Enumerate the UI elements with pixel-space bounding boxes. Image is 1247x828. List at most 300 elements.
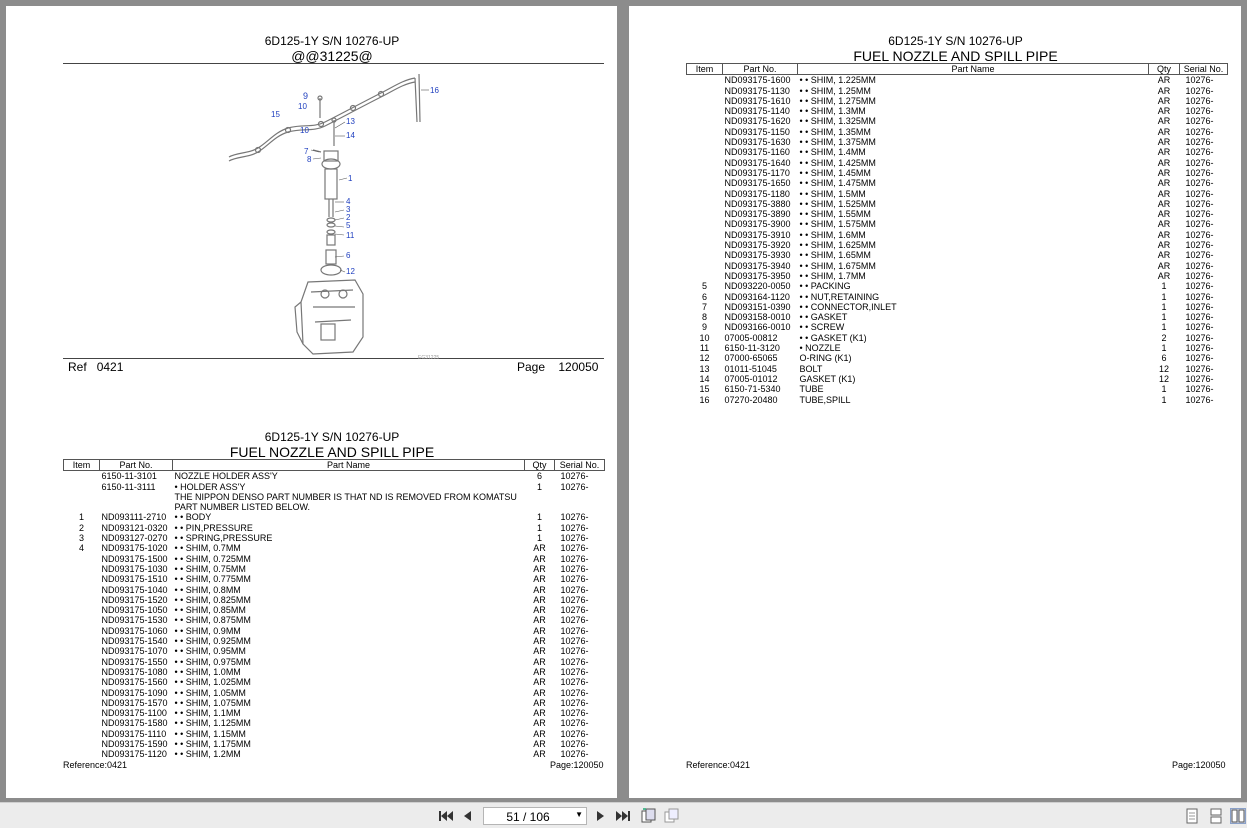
row-part-name: • • SHIM, 1.575MM bbox=[799, 219, 876, 230]
row-part-no: ND093175-1100 bbox=[101, 708, 167, 719]
row-qty: AR bbox=[533, 687, 546, 698]
table-row bbox=[687, 322, 1228, 332]
ref-block bbox=[68, 360, 123, 374]
row-serial: 10276- bbox=[560, 471, 589, 482]
row-part-no: 6150-11-3111 bbox=[101, 481, 156, 492]
row-item bbox=[64, 585, 100, 595]
table-header-row bbox=[64, 460, 605, 471]
table-row bbox=[687, 395, 1228, 405]
row-part-name: • • SHIM, 0.925MM bbox=[174, 636, 251, 647]
rotate-icon[interactable] bbox=[640, 808, 656, 824]
row-part-name: • • SHIM, 1.55MM bbox=[799, 209, 871, 220]
row-item bbox=[687, 75, 723, 86]
row-serial: 10276- bbox=[1185, 343, 1214, 354]
row-part-no: ND093175-1070 bbox=[101, 646, 168, 657]
row-serial: 10276- bbox=[1185, 322, 1214, 333]
row-qty: AR bbox=[533, 749, 546, 760]
table-row bbox=[64, 718, 605, 728]
row-part-no: 6150-11-3101 bbox=[101, 471, 157, 482]
row-serial: 10276- bbox=[560, 553, 589, 564]
table-row bbox=[687, 178, 1228, 188]
row-item bbox=[64, 564, 100, 574]
row-serial: 10276- bbox=[1185, 250, 1214, 261]
row-part-no: ND093164-1120 bbox=[724, 291, 790, 302]
row-serial: 10276- bbox=[1185, 332, 1214, 343]
row-part-no: ND093175-1030 bbox=[101, 563, 168, 574]
row-part-name: • • PACKING bbox=[799, 281, 851, 292]
last-page-icon[interactable] bbox=[615, 808, 631, 824]
row-item bbox=[64, 626, 100, 636]
table-row bbox=[687, 353, 1228, 363]
table-row bbox=[687, 250, 1228, 260]
row-serial: 10276- bbox=[1185, 384, 1214, 395]
row-serial: 10276- bbox=[1185, 167, 1214, 178]
row-qty: AR bbox=[1157, 260, 1171, 271]
row-serial: 10276- bbox=[1185, 188, 1214, 199]
row-item bbox=[687, 137, 723, 147]
row-serial: 10276- bbox=[1185, 229, 1214, 240]
row-part-name: • • SHIM, 1.275MM bbox=[799, 95, 876, 106]
list-model-title: 6D125-1Y S/N 10276-UP bbox=[264, 430, 400, 444]
callout-8: 8 bbox=[307, 155, 312, 164]
row-serial: 10276- bbox=[1185, 95, 1214, 106]
row-qty: 1 bbox=[536, 481, 542, 492]
table-row bbox=[687, 147, 1228, 157]
row-part-name: • • SHIM, 1.05MM bbox=[174, 687, 246, 698]
row-part-name: • • SHIM, 0.95MM bbox=[174, 646, 246, 657]
col-name-header: Part Name bbox=[173, 460, 525, 471]
row-part-name: • • SHIM, 1.475MM bbox=[799, 178, 876, 189]
diagram-model-title: 6D125-1Y S/N 10276-UP bbox=[264, 34, 400, 48]
row-serial: 10276- bbox=[560, 677, 589, 688]
callout-16: 16 bbox=[430, 86, 439, 95]
row-item bbox=[687, 158, 723, 168]
row-serial: 10276- bbox=[1185, 291, 1214, 302]
row-part-no: ND093175-1060 bbox=[101, 625, 168, 636]
row-part-no: ND093175-1020 bbox=[101, 543, 168, 554]
row-qty: AR bbox=[1157, 229, 1171, 240]
row-part-no: ND093166-0010 bbox=[724, 322, 791, 333]
footer-reference: Reference:0421 bbox=[63, 760, 128, 770]
first-page-icon[interactable] bbox=[438, 808, 454, 824]
col-name-header: Part Name bbox=[798, 64, 1149, 75]
table-row bbox=[64, 749, 605, 759]
multi-page-icon[interactable] bbox=[663, 808, 679, 824]
row-serial: 10276- bbox=[560, 666, 589, 677]
list-title: FUEL NOZZLE AND SPILL PIPE bbox=[853, 48, 1058, 64]
row-item bbox=[687, 230, 723, 240]
row-part-no: ND093175-3930 bbox=[724, 250, 791, 261]
row-part-name: • • SHIM, 1.675MM bbox=[799, 260, 876, 271]
next-page-icon[interactable] bbox=[594, 808, 608, 824]
row-part-name: NOZZLE HOLDER ASS'Y bbox=[174, 471, 278, 482]
row-item: 5 bbox=[701, 281, 707, 292]
row-part-name: • • SHIM, 1.375MM bbox=[799, 137, 876, 148]
row-qty: AR bbox=[1157, 188, 1171, 199]
row-item bbox=[64, 667, 100, 677]
row-part-name: GASKET (K1) bbox=[799, 373, 856, 384]
row-part-no: ND093158-0010 bbox=[724, 312, 791, 323]
callout-9: 9 bbox=[303, 91, 309, 101]
row-part-name: • • SHIM, 1.0MM bbox=[174, 666, 241, 677]
row-item bbox=[687, 261, 723, 271]
row-serial: 10276- bbox=[1185, 126, 1214, 137]
row-part-name: • • SHIM, 0.75MM bbox=[174, 563, 246, 574]
row-part-no: ND093175-3900 bbox=[724, 219, 791, 230]
row-part-no: ND093175-1150 bbox=[724, 126, 790, 137]
row-qty: AR bbox=[533, 697, 546, 708]
row-part-no: ND093175-1170 bbox=[724, 167, 790, 178]
row-part-name: O-RING (K1) bbox=[799, 353, 852, 364]
row-qty: AR bbox=[1157, 157, 1171, 168]
row-part-no: ND093175-1110 bbox=[101, 728, 167, 739]
table-row bbox=[64, 471, 605, 482]
row-qty: AR bbox=[533, 739, 546, 750]
row-part-name: • • SHIM, 1.45MM bbox=[799, 167, 871, 178]
row-part-name: • • SHIM, 1.4MM bbox=[799, 147, 866, 158]
row-serial: 10276- bbox=[560, 533, 589, 544]
table-row bbox=[687, 116, 1228, 126]
col-part-no-header: Part No. bbox=[723, 64, 798, 75]
row-qty: AR bbox=[1157, 75, 1171, 86]
row-part-no: ND093175-1560 bbox=[101, 677, 168, 688]
row-part-no: ND093175-1500 bbox=[101, 553, 168, 564]
table-row bbox=[687, 364, 1228, 374]
table-row bbox=[687, 199, 1228, 209]
row-serial: 10276- bbox=[560, 646, 589, 657]
table-row bbox=[64, 657, 605, 667]
row-item bbox=[64, 739, 100, 749]
row-part-no: ND093175-1130 bbox=[724, 85, 790, 96]
row-item: 16 bbox=[699, 394, 710, 405]
row-qty: AR bbox=[533, 718, 546, 729]
row-qty: AR bbox=[1157, 240, 1171, 251]
row-item bbox=[64, 605, 100, 615]
table-row bbox=[687, 261, 1228, 271]
row-qty: AR bbox=[533, 646, 546, 657]
row-part-name: • HOLDER ASS'Y bbox=[174, 481, 246, 492]
row-serial: 10276- bbox=[560, 543, 589, 554]
row-qty: AR bbox=[533, 605, 546, 616]
row-part-no: ND093151-0390 bbox=[724, 301, 791, 312]
row-item: 13 bbox=[699, 363, 710, 374]
col-item-header: Item bbox=[64, 460, 100, 471]
page-number-select[interactable] bbox=[483, 807, 587, 825]
table-row bbox=[64, 554, 605, 564]
row-part-name: • • SHIM, 1.325MM bbox=[799, 116, 876, 127]
ref-label: Ref bbox=[68, 360, 87, 374]
row-serial: 10276- bbox=[1185, 198, 1214, 209]
row-item: 14 bbox=[699, 373, 710, 384]
row-item bbox=[64, 718, 100, 728]
row-qty: AR bbox=[1157, 219, 1171, 230]
table-row bbox=[64, 595, 605, 605]
row-part-name: • • SHIM, 0.775MM bbox=[174, 574, 251, 585]
row-part-no: ND093220-0050 bbox=[724, 281, 791, 292]
callout-2: 2 bbox=[346, 213, 351, 222]
row-item bbox=[687, 189, 723, 199]
row-part-no: 07270-20480 bbox=[724, 394, 778, 405]
row-qty: AR bbox=[533, 728, 546, 739]
parts-table-left bbox=[63, 459, 605, 760]
exploded-parts-diagram bbox=[63, 62, 603, 362]
row-part-name: • • SHIM, 1.25MM bbox=[799, 85, 871, 96]
row-serial: 10276- bbox=[560, 615, 589, 626]
row-qty: AR bbox=[1157, 250, 1171, 261]
row-part-name: • • SHIM, 1.175MM bbox=[174, 739, 251, 750]
row-part-name: • NOZZLE bbox=[799, 343, 841, 354]
row-qty: AR bbox=[533, 615, 546, 626]
row-part-name: • • SHIM, 1.6MM bbox=[799, 229, 866, 240]
row-serial: 10276- bbox=[1185, 312, 1214, 323]
continuous-view-icon[interactable] bbox=[1209, 808, 1223, 824]
table-row bbox=[64, 646, 605, 656]
row-part-name: • • SHIM, 1.225MM bbox=[799, 75, 876, 86]
row-serial: 10276- bbox=[560, 739, 589, 750]
row-serial: 10276- bbox=[560, 718, 589, 729]
row-part-no: ND093175-1650 bbox=[724, 178, 791, 189]
row-part-name: • • SHIM, 0.85MM bbox=[174, 605, 246, 616]
row-qty: AR bbox=[533, 594, 546, 605]
row-part-name: • • SHIM, 0.975MM bbox=[174, 656, 251, 667]
row-qty: 1 bbox=[1161, 312, 1167, 323]
row-part-name: BOLT bbox=[799, 363, 823, 374]
row-part-no: ND093175-1120 bbox=[101, 749, 167, 760]
row-part-name: • • SHIM, 0.9MM bbox=[174, 625, 241, 636]
row-part-name: • • SHIM, 1.125MM bbox=[174, 718, 251, 729]
row-item bbox=[687, 199, 723, 209]
row-serial: 10276- bbox=[560, 728, 589, 739]
table-row bbox=[64, 564, 605, 574]
row-part-name: • • SPRING,PRESSURE bbox=[174, 533, 273, 544]
callout-6: 6 bbox=[346, 251, 351, 260]
row-part-name: • • SCREW bbox=[799, 322, 845, 333]
row-part-no: 07000-65065 bbox=[724, 353, 778, 364]
row-item bbox=[687, 96, 723, 106]
row-item bbox=[64, 688, 100, 698]
single-view-icon[interactable] bbox=[1185, 808, 1199, 824]
row-part-name: THE NIPPON DENSO PART NUMBER IS THAT ND IS REMOVED FROM KOMATSU PART NUMBER LISTED BELOW. bbox=[174, 491, 517, 513]
table-row bbox=[687, 127, 1228, 137]
table-row bbox=[687, 189, 1228, 199]
page-block bbox=[517, 360, 598, 374]
row-item bbox=[687, 209, 723, 219]
row-serial: 10276- bbox=[1185, 260, 1214, 271]
row-part-no: ND093175-1550 bbox=[101, 656, 168, 667]
row-serial: 10276- bbox=[1185, 178, 1214, 189]
row-part-name: • • SHIM, 1.025MM bbox=[174, 677, 251, 688]
callout-5: 5 bbox=[346, 221, 351, 230]
row-item bbox=[64, 646, 100, 656]
row-item bbox=[64, 554, 100, 564]
row-part-name: • • SHIM, 0.825MM bbox=[174, 594, 251, 605]
row-item bbox=[64, 657, 100, 667]
row-part-no: ND093175-3940 bbox=[724, 260, 791, 271]
row-part-no: ND093175-3910 bbox=[724, 229, 791, 240]
row-part-no: ND093175-1050 bbox=[101, 605, 168, 616]
list-model-title: 6D125-1Y S/N 10276-UP bbox=[888, 34, 1023, 48]
row-qty: 1 bbox=[1161, 291, 1167, 302]
callout-15: 15 bbox=[271, 110, 280, 119]
row-serial: 10276- bbox=[560, 749, 589, 760]
row-qty: AR bbox=[533, 656, 546, 667]
callout-1: 1 bbox=[348, 174, 353, 183]
row-serial: 10276- bbox=[1185, 219, 1214, 230]
callout-14: 14 bbox=[346, 131, 355, 140]
prev-page-icon[interactable] bbox=[460, 808, 474, 824]
row-part-no: ND093175-1540 bbox=[101, 636, 168, 647]
row-item bbox=[64, 492, 100, 513]
row-item bbox=[687, 147, 723, 157]
col-qty-header: Qty bbox=[1149, 64, 1180, 75]
row-qty: 1 bbox=[1161, 394, 1167, 405]
table-row bbox=[64, 626, 605, 636]
row-item bbox=[687, 116, 723, 126]
diagram-code-title: @@31225@ bbox=[291, 48, 373, 64]
table-row bbox=[687, 333, 1228, 343]
row-part-no: ND093175-1090 bbox=[101, 687, 168, 698]
col-qty-header: Qty bbox=[525, 460, 555, 471]
row-qty: AR bbox=[1157, 209, 1171, 220]
diagram-id: EG31225 bbox=[418, 355, 440, 361]
row-serial: 10276- bbox=[560, 605, 589, 616]
row-serial: 10276- bbox=[1185, 137, 1214, 148]
table-row bbox=[687, 219, 1228, 229]
row-part-no bbox=[100, 492, 173, 513]
row-qty: AR bbox=[1157, 116, 1171, 127]
footer-reference: Reference:0421 bbox=[686, 760, 751, 770]
row-part-name: • • GASKET (K1) bbox=[799, 332, 867, 343]
row-part-name: • • PIN,PRESSURE bbox=[174, 522, 253, 533]
row-part-no: ND093121-0320 bbox=[101, 522, 168, 533]
row-qty: 1 bbox=[536, 533, 542, 544]
col-serial-header: Serial No. bbox=[555, 460, 605, 471]
table-row bbox=[64, 482, 605, 492]
row-part-no: ND093175-1630 bbox=[724, 137, 791, 148]
row-serial: 10276- bbox=[560, 708, 589, 719]
row-part-no: 6150-11-3120 bbox=[724, 343, 780, 354]
table-row bbox=[64, 512, 605, 522]
right-page bbox=[629, 6, 1241, 798]
row-part-name: • • SHIM, 1.525MM bbox=[799, 198, 876, 209]
row-item: 10 bbox=[699, 332, 710, 343]
chevron-down-icon: ▼ bbox=[575, 810, 583, 819]
table-row bbox=[687, 168, 1228, 178]
row-serial: 10276- bbox=[560, 481, 589, 492]
row-part-name: • • SHIM, 1.5MM bbox=[799, 188, 866, 199]
row-qty: 1 bbox=[1161, 384, 1167, 395]
row-serial: 10276- bbox=[1185, 209, 1214, 220]
row-part-no: 07005-01012 bbox=[724, 373, 778, 384]
table-row bbox=[64, 729, 605, 739]
row-part-no: ND093175-3890 bbox=[724, 209, 791, 220]
row-item bbox=[64, 595, 100, 605]
row-serial: 10276- bbox=[1185, 147, 1214, 158]
page-label: Page bbox=[517, 360, 546, 374]
row-serial: 10276- bbox=[1185, 157, 1214, 168]
row-part-no: ND093175-1580 bbox=[101, 718, 168, 729]
row-serial: 10276- bbox=[1185, 353, 1214, 364]
row-part-name: • • SHIM, 1.1MM bbox=[174, 708, 241, 719]
row-qty: AR bbox=[533, 574, 546, 585]
row-item bbox=[64, 615, 100, 625]
row-qty: 1 bbox=[1161, 343, 1167, 354]
row-part-name: • • SHIM, 1.3MM bbox=[799, 106, 866, 117]
row-item bbox=[64, 471, 100, 482]
table-row bbox=[64, 543, 605, 553]
row-qty: 1 bbox=[1161, 301, 1167, 312]
row-qty: 2 bbox=[1161, 332, 1167, 343]
row-serial: 10276- bbox=[560, 697, 589, 708]
row-serial: 10276- bbox=[1185, 116, 1214, 127]
table-row bbox=[64, 698, 605, 708]
row-item: 12 bbox=[699, 353, 710, 364]
table-row bbox=[687, 384, 1228, 394]
row-part-name: • • SHIM, 1.7MM bbox=[799, 270, 866, 281]
col-item-header: Item bbox=[687, 64, 723, 75]
callout-10a: 10 bbox=[298, 102, 307, 111]
row-item bbox=[64, 749, 100, 759]
row-qty: AR bbox=[1157, 270, 1171, 281]
row-serial: 10276- bbox=[1185, 270, 1214, 281]
callout-13: 13 bbox=[346, 117, 355, 126]
row-item bbox=[64, 574, 100, 584]
callout-3: 3 bbox=[346, 205, 351, 214]
row-serial: 10276- bbox=[1185, 363, 1214, 374]
row-item bbox=[687, 127, 723, 137]
row-part-name: • • NUT,RETAINING bbox=[799, 291, 880, 302]
row-item bbox=[64, 708, 100, 718]
row-qty: AR bbox=[1157, 126, 1171, 137]
row-part-name: • • SHIM, 1.15MM bbox=[174, 728, 246, 739]
row-serial: 10276- bbox=[560, 625, 589, 636]
row-part-no: ND093175-1620 bbox=[724, 116, 791, 127]
row-qty bbox=[525, 492, 555, 513]
row-part-no: ND093175-1640 bbox=[724, 157, 791, 168]
facing-view-icon[interactable] bbox=[1230, 808, 1246, 824]
row-part-name: • • SHIM, 1.65MM bbox=[799, 250, 871, 261]
row-serial: 10276- bbox=[560, 574, 589, 585]
table-row bbox=[64, 585, 605, 595]
row-part-name: • • SHIM, 1.425MM bbox=[799, 157, 876, 168]
table-row bbox=[64, 615, 605, 625]
table-row bbox=[687, 137, 1228, 147]
row-item: 4 bbox=[78, 543, 84, 554]
row-serial: 10276- bbox=[1185, 281, 1214, 292]
row-part-no: ND093175-1530 bbox=[101, 615, 168, 626]
callout-11: 11 bbox=[346, 231, 355, 240]
row-item bbox=[64, 729, 100, 739]
row-qty: AR bbox=[1157, 106, 1171, 117]
row-serial: 10276- bbox=[1185, 75, 1214, 86]
ref-value: 0421 bbox=[96, 360, 124, 374]
table-row bbox=[64, 708, 605, 718]
row-part-name: • • SHIM, 1.075MM bbox=[174, 697, 251, 708]
row-qty: AR bbox=[533, 553, 546, 564]
row-item bbox=[687, 178, 723, 188]
row-part-no: ND093175-1510 bbox=[101, 574, 168, 585]
row-qty: 12 bbox=[1158, 373, 1169, 384]
table-row bbox=[64, 492, 605, 513]
table-row bbox=[687, 292, 1228, 302]
row-serial: 10276- bbox=[1185, 394, 1214, 405]
row-part-no: ND093127-0270 bbox=[101, 533, 168, 544]
table-row bbox=[64, 605, 605, 615]
row-part-no: ND093175-1140 bbox=[724, 106, 790, 117]
callout-7: 7 bbox=[304, 147, 309, 156]
left-page bbox=[6, 6, 617, 798]
row-serial: 10276- bbox=[560, 522, 589, 533]
